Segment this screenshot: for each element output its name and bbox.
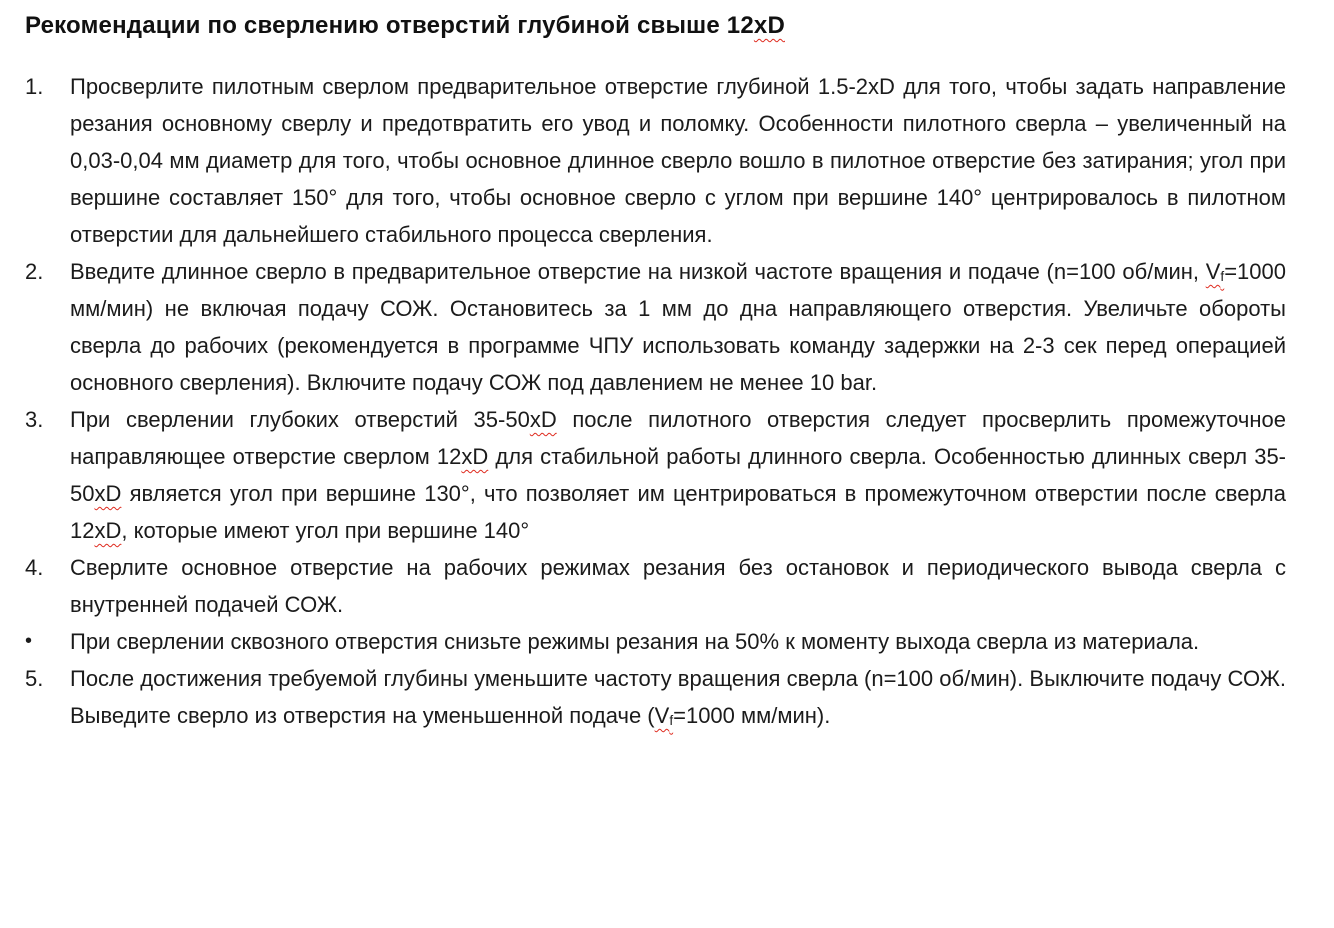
text-run: При сверлении сквозного отверстия снизьте режимы резания на 50% к моменту выхода сверла из материала. — [70, 629, 1200, 654]
list-item-text — [70, 401, 1286, 549]
misspelled-word: xD — [529, 407, 557, 432]
misspelled-word: xD — [94, 481, 122, 506]
list-number-marker: 1. — [25, 74, 44, 99]
list-number-marker: 5. — [25, 666, 44, 691]
recommendations-list — [25, 68, 1286, 734]
text-run: , которые имеют угол при вершине 140° — [121, 518, 530, 543]
misspelled-word: V — [1205, 259, 1221, 284]
misspelled-word: xD — [94, 518, 122, 543]
list-item — [25, 623, 1286, 660]
text-run: Введите длинное сверло в предварительное отверстие на низкой частоте вращения и подаче (n=100 об/мин, — [70, 259, 1206, 284]
text-run: является угол при вершине 130°, что позволяет им центрироваться в промежуточном отверстии после сверла 12 — [70, 481, 1286, 543]
text-run: После достижения требуемой глубины уменьшите частоту вращения сверла (n=100 об/мин). Выключите подачу СОЖ. Выведите сверло из отверстия на уменьшенной подаче ( — [70, 666, 1286, 728]
list-item — [25, 401, 1286, 549]
misspelled-word: xD — [461, 444, 489, 469]
list-item-text — [70, 549, 1286, 623]
misspelled-word: f — [669, 713, 674, 729]
text-run: =1000 мм/мин). — [673, 703, 831, 728]
list-number-marker: 4. — [25, 555, 44, 580]
list-item-text — [70, 623, 1286, 660]
list-item — [25, 549, 1286, 623]
misspelled-word: f — [1220, 269, 1225, 285]
text-run: для стабильной работы длинного сверла. Особенностью длинных сверл 35-50 — [70, 444, 1286, 506]
list-number-marker: 2. — [25, 259, 44, 284]
list-number-marker: 3. — [25, 407, 44, 432]
list-item-text — [70, 68, 1286, 253]
misspelled-word: V — [654, 703, 670, 728]
list-item-text — [70, 660, 1286, 734]
text-run: Сверлите основное отверстие на рабочих режимах резания без остановок и периодического вывода сверла с внутренней подачей СОЖ. — [70, 555, 1286, 617]
misspelled-word: xD — [753, 12, 785, 39]
list-item-text — [70, 253, 1286, 401]
list-bullet-marker: • — [25, 630, 33, 652]
list-item — [25, 68, 1286, 253]
list-item — [25, 660, 1286, 734]
text-run: после пилотного отверстия следует просверлить промежуточное направляющее отверстие сверлом 12 — [70, 407, 1287, 469]
text-run: =1000 мм/мин) не включая подачу СОЖ. Остановитесь за 1 мм до дна направляющего отверстия. Увеличьте обороты сверла до рабочих (рекомендуется в программе ЧПУ использовать команду задержки на 2-3 сек перед операцией основного сверления). Включите подачу СОЖ под давлением не менее 10 bar. — [70, 259, 1286, 395]
text-run: Рекомендации по сверлению отверстий глубиной свыше 12 — [25, 12, 754, 39]
text-run: Просверлите пилотным сверлом предварительное отверстие глубиной 1.5-2xD для того, чтобы задать направление резания основному сверлу и предотвратить его увод и поломку. Особенности пилотного сверла – увеличенный на 0,03-0,04 мм диаметр для того, чтобы основное длинное сверло вошло в пилотное отверстие без затирания; угол при вершине составляет 150° для того, чтобы основное сверло с углом при вершине 140° центрировалось в пилотном отверстии для дальнейшего стабильного процесса сверления. — [70, 74, 1286, 247]
text-run: При сверлении глубоких отверстий 35-50 — [70, 407, 530, 432]
list-item — [25, 253, 1286, 401]
document-title — [25, 12, 1286, 40]
